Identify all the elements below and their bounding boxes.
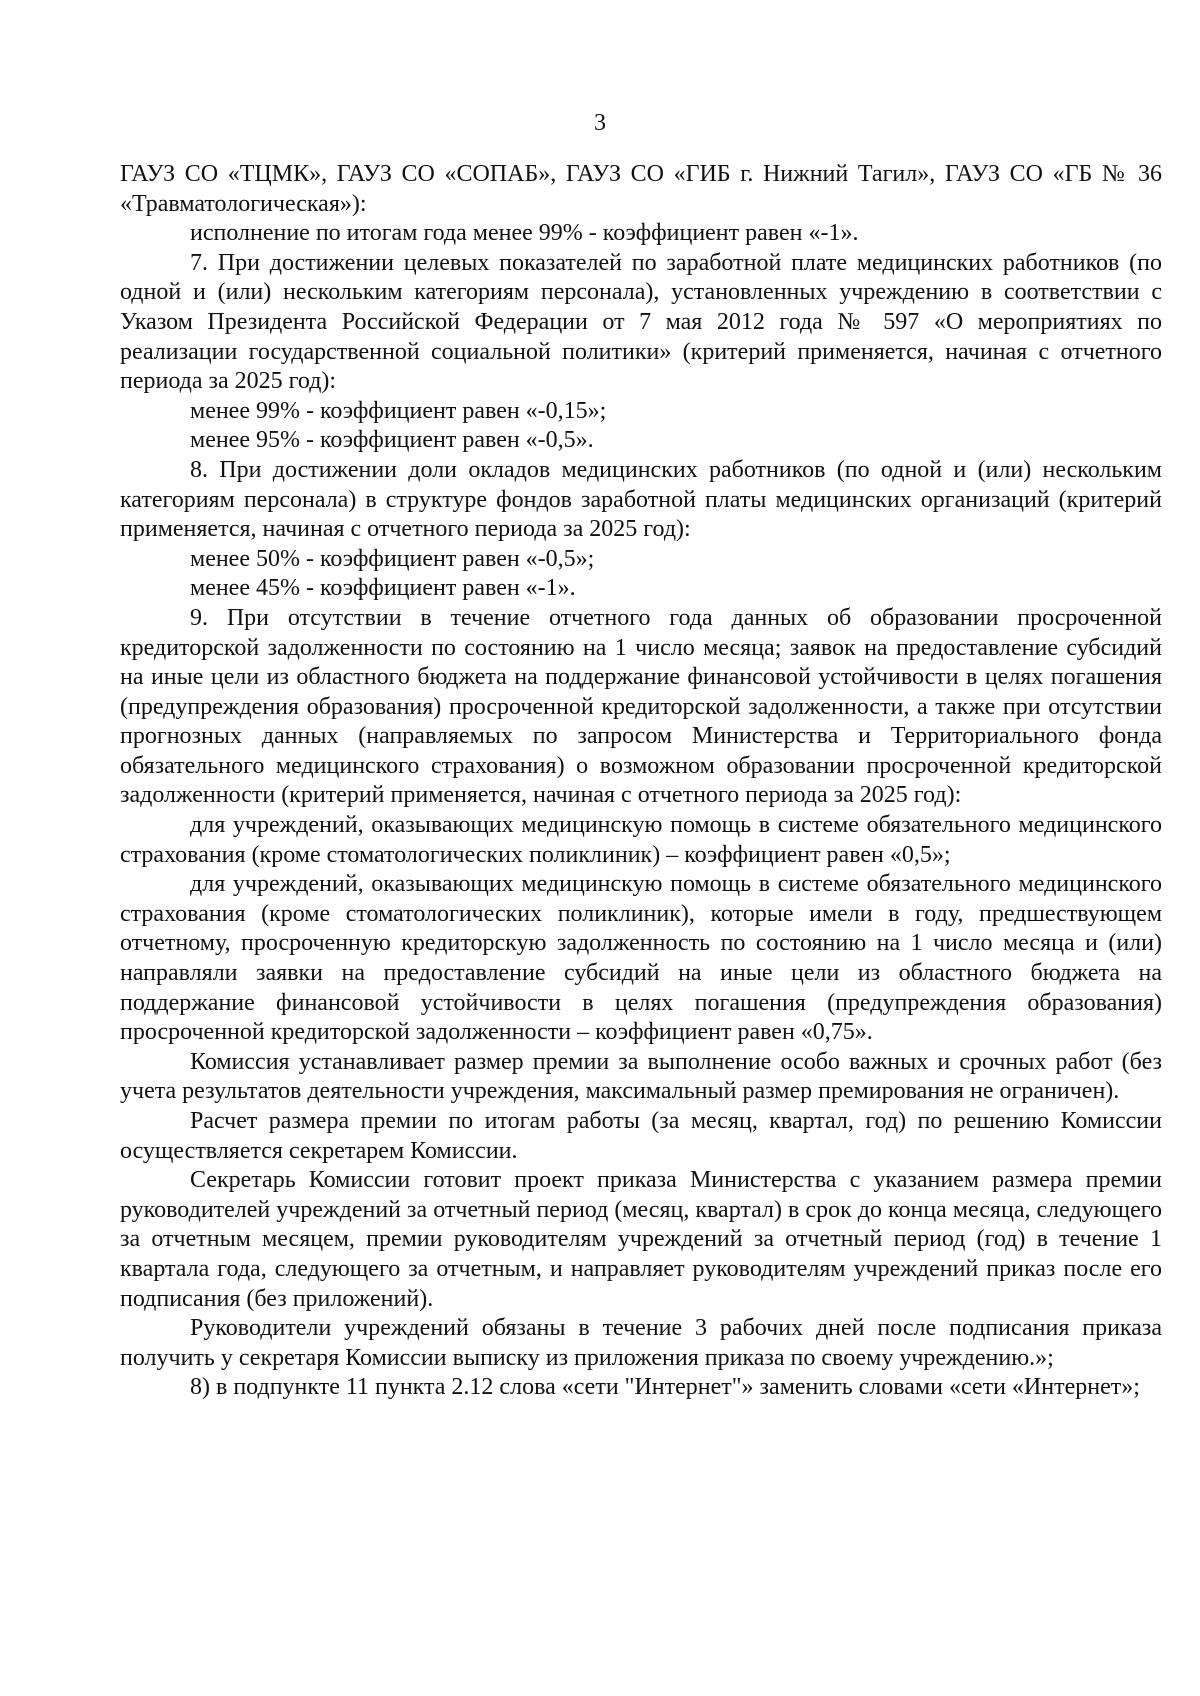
paragraph-criterion-7: 7. При достижении целевых показателей по заработной плате медицинских работников (по одной и (или) нескольким категориям персонала), установленных учреждению в соответствии с Указом Президента Российской Федерации от 7 мая 2012 года № 597 «О мероприятиях по реализации государственной социальной политики» (критерий применяется, начиная с отчетного периода за 2025 год): [120,249,1162,395]
paragraph-secretary-order: Секретарь Комиссии готовит проект приказа Министерства с указанием размера премии руководителей учреждений за отчетный период (месяц, квартал) в срок до конца месяца, следующего за отчетным месяцем, премии руководителям учреждений за отчетный период (год) в течение 1 квартала года, следующего за отчетным, и направляет руководителям учреждений приказ после его подписания (без приложений). [120,1167,1162,1312]
paragraph-amendment-8: 8) в подпункте 11 пункта 2.12 слова «сети "Интернет"» заменить словами «сети «Интернет»; [190,1374,1140,1401]
paragraph-criterion-9-value-2: для учреждений, оказывающих медицинскую помощь в системе обязательного медицинского страхования (кроме стоматологических поликлиник), которые имели в году, предшествующем отчетному, просроченную кредиторскую задолженность по состоянию на 1 число месяца и (или) направляли заявки на предоставление субсидий на иные цели из областного бюджета на поддержание финансовой устойчивости в целях погашения (предупреждения образования) просроченной кредиторской задолженности – коэффициент равен «0,75». [120,871,1162,1046]
paragraph-criterion-9-value-1: для учреждений, оказывающих медицинскую помощь в системе обязательного медицинского страхования (кроме стоматологических поликлиник) – коэффициент равен «0,5»; [120,812,1162,868]
paragraph-criterion-9: 9. При отсутствии в течение отчетного года данных об образовании просроченной кредиторской задолженности по состоянию на 1 число месяца; заявок на предоставление субсидий на иные цели из областного бюджета на поддержание финансовой устойчивости в целях погашения (предупреждения образования) просроченной кредиторской задолженности, а также при отсутствии прогнозных данных (направляемых по запросом Министерства и Территориального фонда обязательного медицинского страхования) о возможном образовании просроченной кредиторской задолженности (критерий применяется, начиная с отчетного периода за 2025 год): [120,604,1162,809]
paragraph-criterion-8-value-1: менее 50% - коэффициент равен «-0,5»; [190,545,595,572]
paragraph-criterion-8: 8. При достижении доли окладов медицинских работников (по одной и (или) нескольким категориям персонала) в структуре фондов заработной платы медицинских организаций (критерий применяется, начиная с отчетного периода за 2025 год): [120,456,1162,543]
paragraph-criterion-7-value-2: менее 95% - коэффициент равен «-0,5». [190,427,594,454]
paragraph-managers-obligation: Руководители учреждений обязаны в течение 3 рабочих дней после подписания приказа получить у секретаря Комиссии выписку из приложения приказа по своему учреждению.»; [120,1315,1162,1371]
document-body [120,160,1162,1403]
paragraph-bonus-calculation: Расчет размера премии по итогам работы (за месяц, квартал, год) по решению Комиссии осуществляется секретарем Комиссии. [120,1108,1162,1164]
paragraph-criterion-8-value-2: менее 45% - коэффициент равен «-1». [190,575,576,602]
paragraph-criterion-6-value: исполнение по итогам года менее 99% - коэффициент равен «-1». [190,220,859,247]
page-number: 3 [594,110,606,136]
paragraph-commission-bonus: Комиссия устанавливает размер премии за выполнение особо важных и срочных работ (без учета результатов деятельности учреждения, максимальный размер премирования не ограничен). [120,1048,1162,1105]
paragraph-institutions: ГАУЗ СО «ТЦМК», ГАУЗ СО «СОПАБ», ГАУЗ СО «ГИБ г. Нижний Тагил», ГАУЗ СО «ГБ № 36 «Травматологическая»): [120,161,1162,217]
paragraph-criterion-7-value-1: менее 99% - коэффициент равен «-0,15»; [190,397,607,424]
